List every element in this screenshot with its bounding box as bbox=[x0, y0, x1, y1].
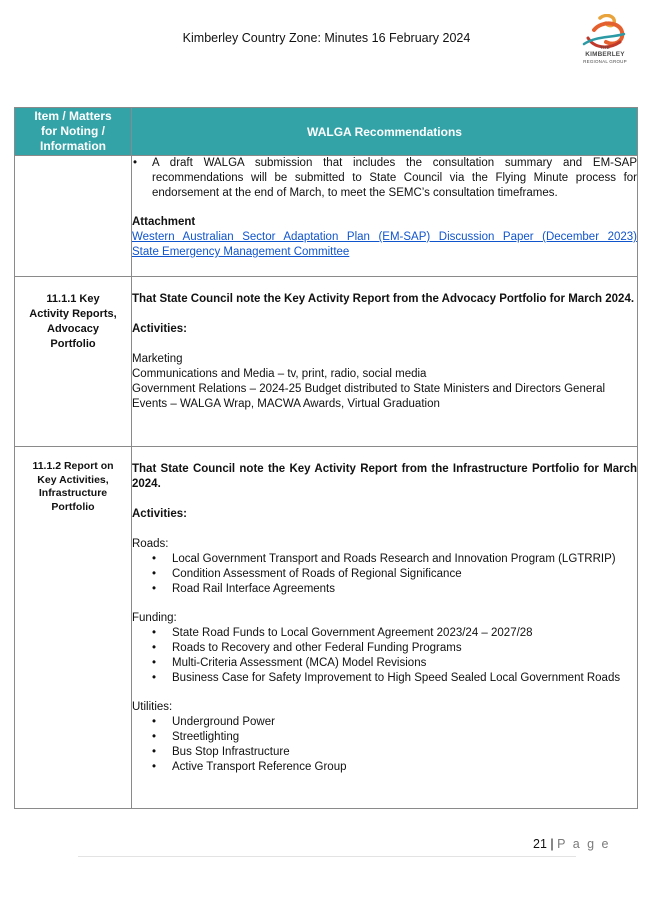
list-item: • Roads to Recovery and other Federal Funding Programs bbox=[132, 641, 637, 656]
list-item: • A draft WALGA submission that includes the consultation summary and EM-SAP recommendations will be submitted to State Council via the Flying Minute process for endorsement at the end of March, to meet the SEMC’s consultation timeframes. bbox=[132, 156, 637, 201]
page-number: 21 bbox=[533, 837, 547, 851]
list-item: • Bus Stop Infrastructure bbox=[132, 745, 637, 760]
item-title-line: Advocacy bbox=[47, 323, 99, 335]
column-header-item-line: Information bbox=[40, 139, 106, 153]
semc-link[interactable]: State Emergency Management Committee bbox=[132, 246, 350, 258]
logo-the: THE bbox=[600, 45, 610, 50]
logo-group: REGIONAL GROUP bbox=[583, 59, 627, 64]
activities-label: Activities: bbox=[132, 508, 187, 520]
row2-item-cell bbox=[15, 277, 132, 447]
roads-list bbox=[132, 552, 637, 597]
item-title-line: Key Activities, bbox=[37, 473, 109, 486]
page-number-footer bbox=[533, 837, 611, 851]
list-item: • Condition Assessment of Roads of Regional Significance bbox=[132, 567, 637, 582]
item-title-line: Portfolio bbox=[51, 500, 95, 513]
list-item: • Underground Power bbox=[132, 715, 637, 730]
item-title-line: Infrastructure bbox=[38, 487, 108, 499]
row3-item-cell bbox=[15, 447, 132, 809]
recommendation-text: That State Council note the Key Activity Report from the Infrastructure Portfolio for March 2024. bbox=[132, 463, 637, 490]
column-header-item bbox=[15, 108, 132, 156]
list-item: • State Road Funds to Local Government Agreement 2023/24 – 2027/28 bbox=[132, 626, 637, 641]
list-item: • Multi-Criteria Assessment (MCA) Model Revisions bbox=[132, 656, 637, 671]
table-row bbox=[15, 447, 638, 809]
utilities-list bbox=[132, 715, 637, 775]
activity-line: Events – WALGA Wrap, MACWA Awards, Virtual Graduation bbox=[132, 398, 440, 410]
page-word: P a g e bbox=[557, 837, 611, 851]
row1-recommendation-cell bbox=[132, 156, 638, 277]
activity-line: Government Relations – 2024-25 Budget distributed to State Ministers and Directors General bbox=[132, 383, 606, 395]
attachment-label: Attachment bbox=[132, 216, 196, 228]
list-item: • Active Transport Reference Group bbox=[132, 760, 637, 775]
roads-label: Roads: bbox=[132, 538, 169, 550]
footer-divider bbox=[78, 856, 576, 857]
row3-recommendation-cell bbox=[132, 447, 638, 809]
emsap-discussion-paper-link[interactable]: Western Australian Sector Adaptation Plan (EM-SAP) Discussion Paper (December 2023) bbox=[132, 231, 637, 243]
table-header-row bbox=[15, 108, 638, 156]
funding-list bbox=[132, 626, 637, 686]
list-item: • Streetlighting bbox=[132, 730, 637, 745]
page-header-title: Kimberley Country Zone: Minutes 16 February 2024 bbox=[182, 31, 471, 45]
funding-label: Funding: bbox=[132, 612, 177, 624]
activity-line: Marketing bbox=[132, 353, 183, 365]
row1-item-cell bbox=[15, 156, 132, 277]
table-row bbox=[15, 277, 638, 447]
item-title-line: 11.1.2 Report on bbox=[32, 460, 114, 472]
list-item: • Road Rail Interface Agreements bbox=[132, 582, 637, 597]
activities-label: Activities: bbox=[132, 323, 187, 335]
activity-line: Communications and Media – tv, print, radio, social media bbox=[132, 368, 427, 380]
item-title-line: Activity Reports, bbox=[29, 308, 117, 320]
recommendations-table bbox=[14, 107, 638, 809]
logo-name: KIMBERLEY bbox=[585, 51, 625, 58]
utilities-label: Utilities: bbox=[132, 701, 173, 713]
page-separator: | bbox=[550, 837, 554, 851]
list-item: • Local Government Transport and Roads Research and Innovation Program (LGTRRIP) bbox=[132, 552, 637, 567]
column-header-item-line: Item / Matters bbox=[34, 109, 112, 123]
item-title-line: Portfolio bbox=[50, 338, 96, 350]
kimberley-logo-text bbox=[566, 44, 644, 65]
column-header-recommendations: WALGA Recommendations bbox=[132, 108, 638, 156]
list-item: • Business Case for Safety Improvement to High Speed Sealed Local Government Roads bbox=[132, 671, 637, 686]
column-header-item-line: for Noting / bbox=[41, 124, 105, 138]
table-row bbox=[15, 156, 638, 277]
row2-recommendation-cell bbox=[132, 277, 638, 447]
recommendation-text: That State Council note the Key Activity Report from the Advocacy Portfolio for March 2024. bbox=[132, 293, 635, 305]
item-title-line: 11.1.1 Key bbox=[46, 293, 100, 305]
